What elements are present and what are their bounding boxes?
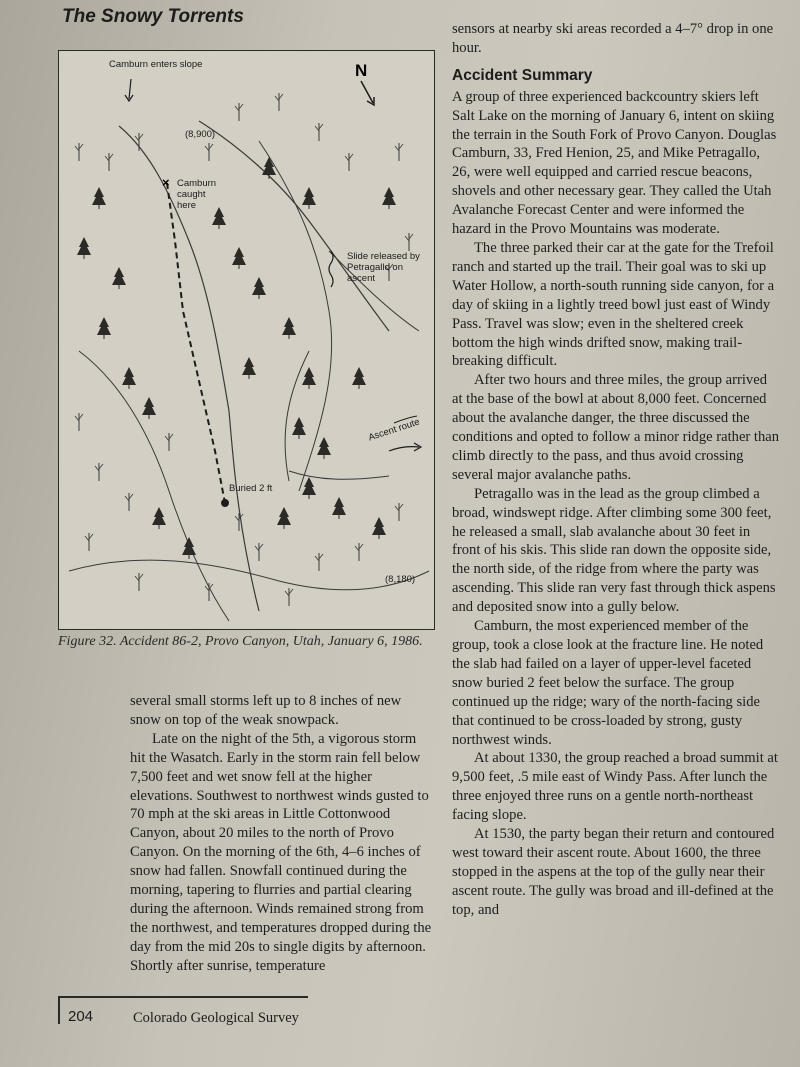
paragraph: sensors at nearby ski areas recorded a 4–7° drop in one hour. xyxy=(452,21,774,56)
map-drawing xyxy=(59,51,434,629)
label-slide-released: Slide released by Petragallo on ascent xyxy=(347,251,420,284)
running-head: The Snowy Torrents xyxy=(62,6,244,27)
paragraph: At 1530, the party began their return and contoured west toward their ascent route. About 1600, the three stopped in the aspens at the top of the gully near their ascent route. The gully was broad and ill-defined at the top, and xyxy=(452,826,775,918)
page-number: 204 xyxy=(68,1008,94,1025)
paragraph: At about 1330, the group reached a broad summit at 9,500 feet, .5 mile east of Windy Pass. After lunch the three enjoyed three runs on a gentle north-northeast facing slope. xyxy=(452,750,778,824)
avalanche-map-figure xyxy=(58,50,435,630)
footer-rule xyxy=(58,996,308,998)
label-buried: Buried 2 ft xyxy=(229,483,273,494)
figure-caption: Figure 32. Accident 86-2, Provo Canyon, Utah, January 6, 1986. xyxy=(58,634,423,649)
paragraph: Petragallo was in the lead as the group climbed a broad, windswept ridge. After climbing some 300 feet, he released a small, slab avalanche about 30 feet in front of his skis. This slide ran down the opposite side, the north side, of the ridge from where the party was ascending. This slide ran very fast through thick aspens and deposited snow into a gully below. xyxy=(452,485,776,616)
publisher-name: Colorado Geological Survey xyxy=(133,1010,299,1026)
section-heading: Accident Summary xyxy=(452,66,593,84)
paragraph: several small storms left up to 8 inches of new snow on top of the weak snowpack. xyxy=(130,693,402,728)
paragraph: Late on the night of the 5th, a vigorous storm hit the Wasatch. Early in the storm rain fell below 7,500 feet and wet snow fell at the higher elevations. Southwest to northwest winds gusted to 70 mph at the ski areas in Little Cottonwood Canyon, about 20 miles to the north of Provo Canyon. On the morning of the 6th, 4–6 inches of snow had fallen. Snowfall continued during the morning, tapering to flurries and partial clearing during the afternoon. Winds remained strong from the northwest, and temperatures dropped during the day from the mid 20s to single digits by afternoon. Shortly after sunrise, temperature xyxy=(130,730,432,974)
label-camburn-caught: Camburn caught here xyxy=(177,178,217,211)
label-elevation-top: (8,900) xyxy=(185,129,216,140)
footer-rule xyxy=(58,996,60,1024)
paragraph: A group of three experienced backcountry skiers left Salt Lake on the morning of January 6, intent on skiing the terrain in the South Fork of Provo Canyon. Douglas Camburn, 33, Fred Henion, 25, and Mike Petragallo, 26, were well equipped and carried rescue beacons, shovels and other necessary gear. They called the Utah Avalanche Forecast Center and were informed the hazard in the Provo Mountains was moderate. xyxy=(452,88,777,238)
svg-text:×: × xyxy=(162,175,170,190)
paragraph: Camburn, the most experienced member of the group, took a close look at the fracture line. He noted the slab had failed on a layer of upper-level faceted snow buried 2 feet below the surface. The group continued up the ridge; wary of the north-facing side that continued to be cross-loaded by strong, gusty northwest winds. xyxy=(452,618,764,748)
label-elevation-bottom: (8,180) xyxy=(385,574,416,585)
right-column xyxy=(452,20,780,920)
left-column xyxy=(130,692,432,976)
label-camburn-enters: Camburn enters slope xyxy=(109,59,203,70)
paragraph: The three parked their car at the gate for the Trefoil ranch and started up the trail. Their goal was to ski up Water Hollow, a north-south running side canyon, for a day of skiing in a lightly treed bowl just east of Windy Pass. Travel was slow; even in the sheltered creek bottom the high winds drifted snow, making trail-breaking difficult. xyxy=(452,239,775,370)
label-ascent-route: Ascent route xyxy=(367,416,422,444)
north-indicator: N xyxy=(355,61,368,80)
paragraph: After two hours and three miles, the group arrived at the base of the bowl at about 8,000 feet. Concerned about the avalanche danger, the three discussed the conditions and opted to follow a minor ridge rather than climb directly to the pass, and thus avoid crossing several major avalanche paths. xyxy=(452,372,780,483)
